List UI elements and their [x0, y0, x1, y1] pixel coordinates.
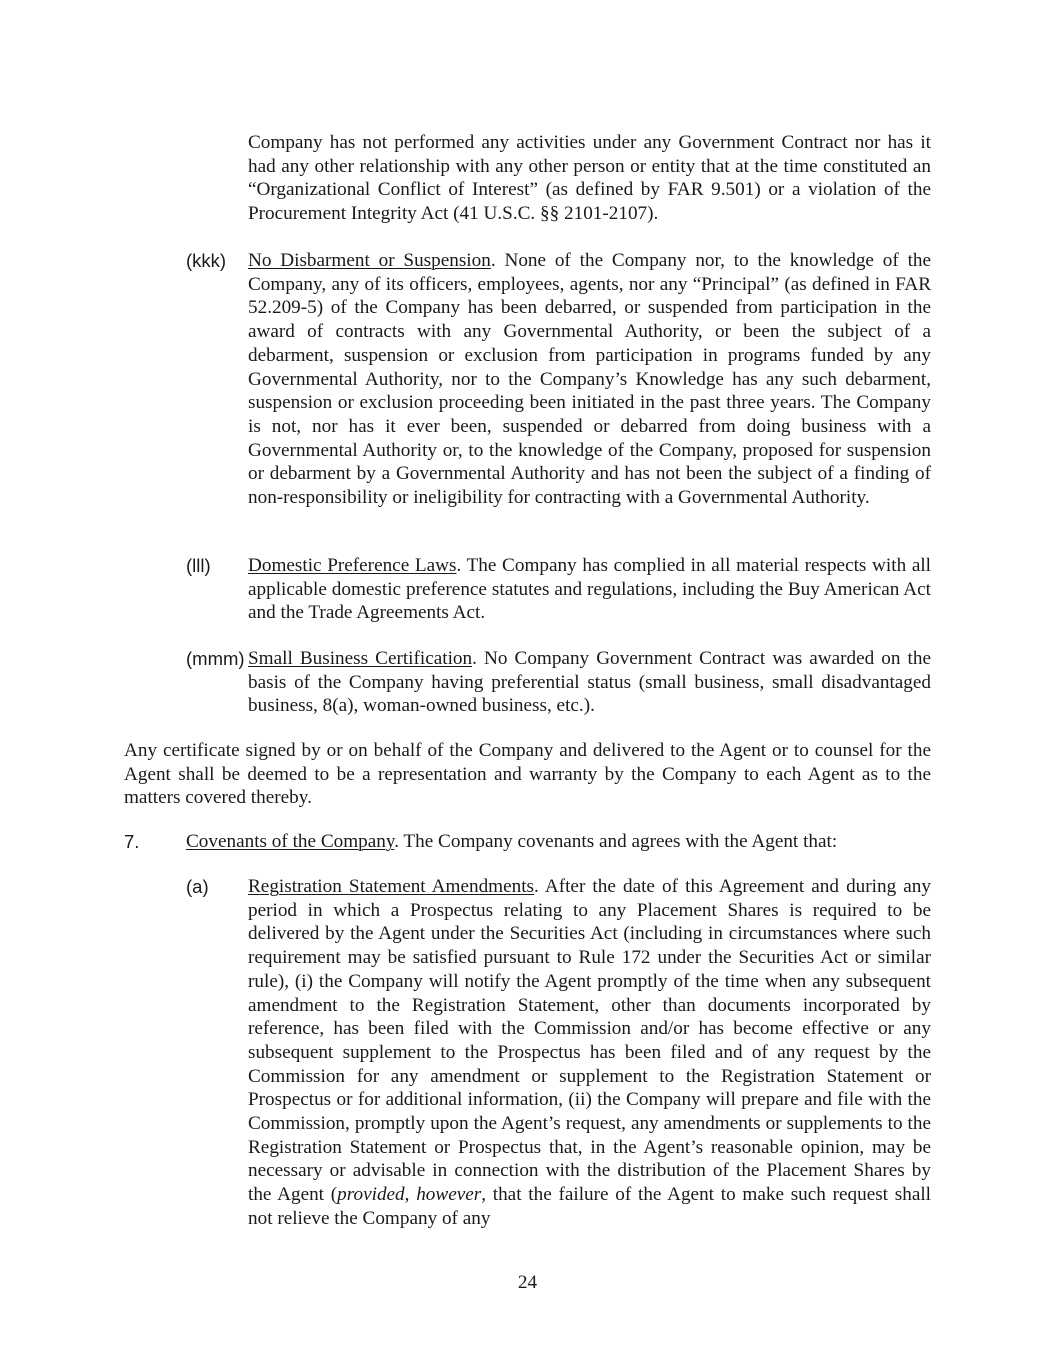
item-a-heading: Registration Statement Amendments — [248, 876, 534, 897]
item-kkk-heading: No Disbarment or Suspension — [248, 250, 491, 271]
page-number: 24 — [517, 1272, 538, 1293]
item-kkk-paragraph — [248, 249, 931, 510]
item-a-paragraph — [248, 875, 931, 1231]
continuation-paragraph: Company has not performed any activities under any Government Contract nor has it had any other relationship with any other person or entity that at the time constituted an “Organizational Conflict of Interest” (as defined by FAR 9.501) or a violation of the Procurement Integrity Act (41 U.S.C. §§ 2101-2107). — [248, 132, 931, 225]
item-marker-kkk: (kkk) — [186, 250, 227, 271]
section-7-body: . The Company covenants and agrees with the Agent that: — [394, 831, 838, 852]
section-7-number: 7. — [124, 831, 140, 852]
item-lll-heading: Domestic Preference Laws — [248, 555, 457, 576]
item-a-body-part2: , that the failure of the Agent to make such request shall not relieve the Company of any — [248, 1184, 931, 1229]
item-lll-paragraph — [248, 554, 931, 625]
item-marker-a: (a) — [186, 876, 209, 897]
section-7-paragraph — [186, 830, 931, 854]
section-7-heading: Covenants of the Company — [186, 831, 395, 852]
item-mmm-heading: Small Business Certification — [248, 648, 473, 669]
item-marker-lll: (lll) — [186, 555, 211, 576]
item-lll-body: . The Company has complied in all material respects with all applicable domestic preference statutes and regulations, including the Buy American Act and the Trade Agreements Act. — [248, 555, 931, 624]
item-mmm-paragraph — [248, 647, 931, 718]
item-a-body-part1: . After the date of this Agreement and during any period in which a Prospectus relating to any Placement Shares is required to be delivered by the Agent under the Securities Act (including in circumstances where such requirement may be satisfied pursuant to Rule 172 under the Securities Act or similar rule), (i) the Company will notify the Agent promptly of the time when any subsequent amendment to the Registration Statement, other than documents incorporated by reference, has been filed with the Commission and/or has become effective or any subsequent supplement to the Prospectus has been filed and of any request by the Commission for any amendment or supplement to the Registration Statement or Prospectus or for additional information, (ii) the Company will prepare and file with the Commission, promptly upon the Agent’s request, any amendments or supplements to the Registration Statement or Prospectus that, in the Agent’s reasonable opinion, may be necessary or advisable in connection with the distribution of the Placement Shares by the Agent ( — [248, 876, 931, 1206]
item-a-italic-provided: provided — [337, 1184, 405, 1206]
item-mmm-body: . No Company Government Contract was awarded on the basis of the Company having preferential status (small business, small disadvantaged business, 8(a), woman-owned business, etc.). — [248, 648, 931, 717]
item-a-separator: , — [404, 1184, 417, 1206]
item-a-italic-however: however — [416, 1184, 482, 1206]
item-kkk-body: . None of the Company nor, to the knowledge of the Company, any of its officers, employees, agents, nor any “Principal” (as defined in FAR 52.209-5) of the Company has been debarred, or suspended from participation in the award of contracts with any Governmental Authority, or been the subject of a debarment, suspension or exclusion from participation in programs funded by any Governmental Authority, nor to the Company’s Knowledge has any such debarment, suspension or exclusion proceeding been initiated in the past three years. The Company is not, nor has it ever been, suspended or debarred from doing business with a Governmental Authority or, to the knowledge of the Company, proposed for suspension or debarment by a Governmental Authority and has not been the subject of a finding of non-responsibility or ineligibility for contracting with a Governmental Authority. — [248, 250, 932, 509]
item-marker-mmm: (mmm) — [186, 648, 245, 669]
certificate-paragraph: Any certificate signed by or on behalf of the Company and delivered to the Agent or to counsel for the Agent shall be deemed to be a representation and warranty by the Company to each Agent as to the matters covered thereby. — [124, 740, 931, 809]
